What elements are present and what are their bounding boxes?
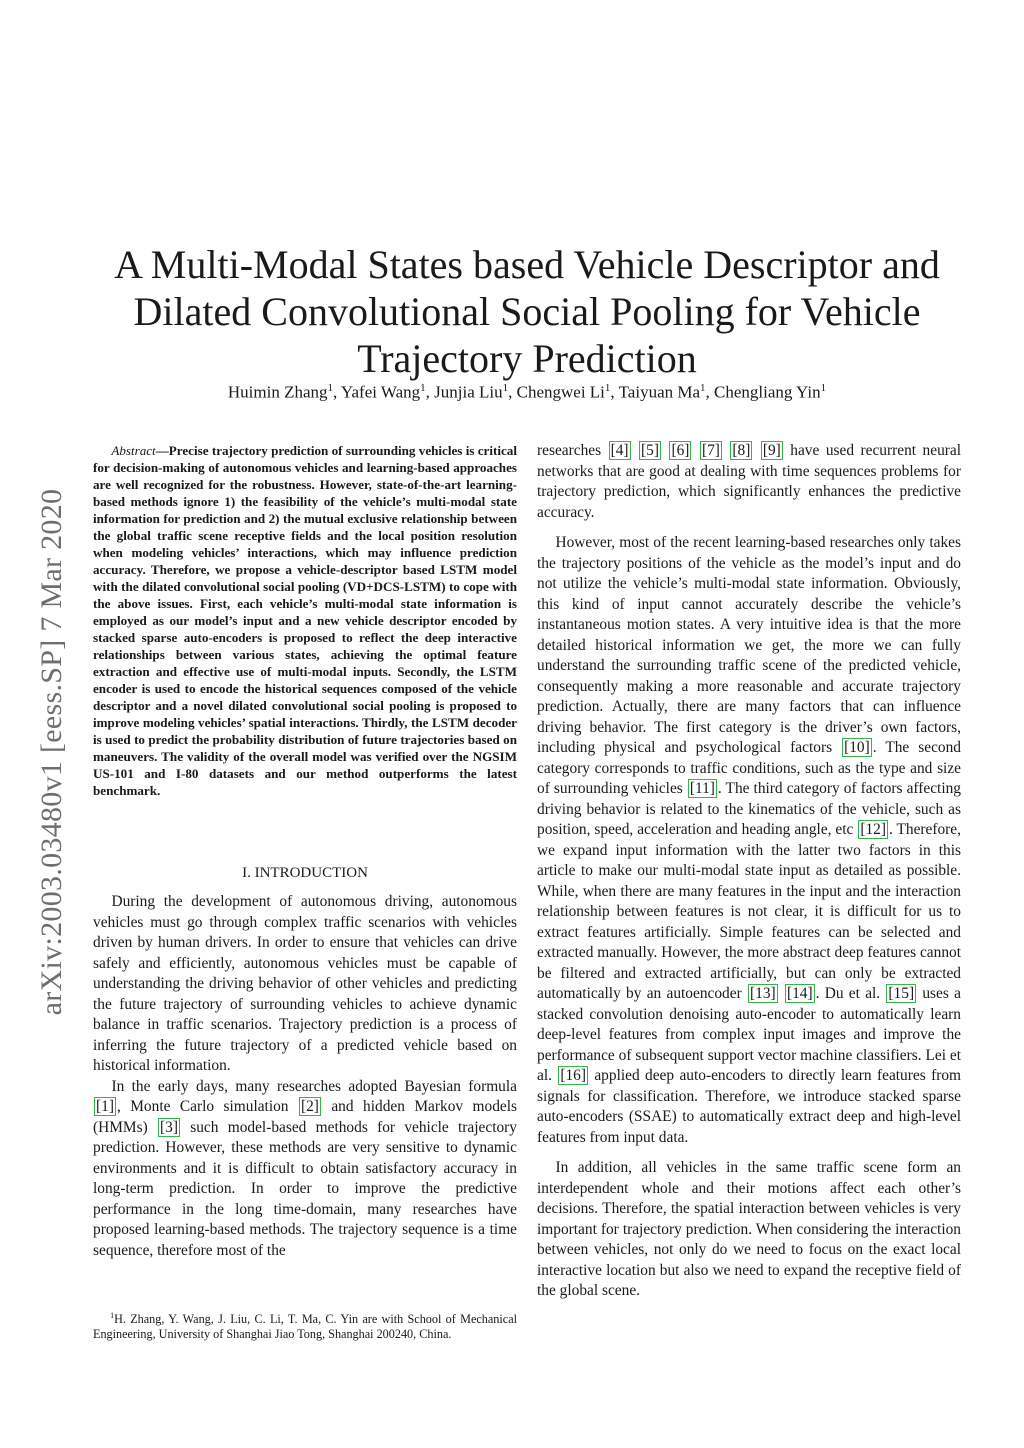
right-column-body — [537, 441, 961, 1302]
author-affiliation-mark: 1 — [502, 382, 509, 394]
citation-link[interactable]: [4] — [610, 442, 629, 459]
intro-paragraph-4: However, most of the recent learning-based researches only takes the trajectory positions of the vehicle as the model’s input and do not utilize the vehicle’s multi-modal state information. Obviously, this kind of input cannot accurately describe the vehicle’s instantaneous motion states. A very intuitive idea is that the more detailed historical information we get, the more we can fully understand the surrounding traffic scene of the predicted vehicle, consequently making a more reasonable and accurate trajectory prediction. Actually, there are many factors that can influence driving behavior. The first category is the driver’s own factors, including physical and psychological factors [10] . The second category corresponds to traffic conditions, such as the type and size of surrounding vehicles [11] . The third category of factors affecting driving behavior is related to the kinematics of the vehicle, such as position, speed, acceleration and heading angle, etc [12] . Therefore, we expand input information with the latter two factors in this article to make our multi-modal state input as detailed as possible. While, when there are many features in the input and the interaction relationship between features is not clear, it is difficult for us to extract features artificially. Simple features can be selected and extracted manually. However, the more abstract deep features cannot be filtered and extracted artificially, but can only be extracted automatically by an autoencoder [13] [14] . Du et al. [15] uses a stacked convolution denoising auto-encoder to automatically learn deep-level features from complex input images and improve the performance of subsequent support vector machine classifiers. Lei et al. [16] applied deep auto-encoders to directly learn features from signals for classification. Therefore, we introduce stacked sparse auto-encoders (SSAE) to automatically extract deep and high-level features from input data. — [537, 534, 961, 1146]
abstract-text: —Precise trajectory prediction of surrounding vehicles is critical for decision-making of autonomous vehicles and learning-based approaches are well recognized for the robustness. However, state-of-the-art learning-based methods ignore 1) the feasibility of the vehicle’s multi-modal state information for prediction and 2) the mutual exclusive relationship between the global traffic scene receptive fields and the local position resolution when modeling vehicles’ interactions, which may influence prediction accuracy. Therefore, we propose a vehicle-descriptor based LSTM model with the dilated convolutional social pooling (VD+DCS-LSTM) to cope with the above issues. First, each vehicle’s multi-modal state information is employed as our model’s input and a new vehicle descriptor encoded by stacked sparse auto-encoders is proposed to reflect the deep interactive relationships between various states, achieving the optimal feature extraction and effective use of multi-modal inputs. Secondly, the LSTM encoder is used to encode the historical sequences composed of the vehicle descriptor and a novel dilated convolutional social pooling is proposed to improve modeling vehicles’ spatial interactions. Thirdly, the LSTM decoder is used to predict the probability distribution of future trajectories based on maneuvers. The validity of the overall model was verified over the NGSIM US-101 and I-80 datasets and our method outperforms the latest benchmark. — [93, 443, 517, 798]
author-list: Huimin Zhang$^1$, Yafei Wang$^1$, Junjia Liu$^1$, Chengwei Li$^1$, Taiyuan Ma$^1$, Chengliang Yin$^1$ — [227, 382, 827, 402]
citation-link[interactable]: [12] — [860, 821, 886, 838]
author-name: Huimin Zhang — [227, 382, 328, 402]
citation-link[interactable]: [5] — [641, 442, 659, 459]
author-affiliation-mark: 1 — [420, 382, 426, 394]
author-affiliation-mark: 1 — [327, 382, 334, 394]
citation-link[interactable]: [7] — [701, 442, 720, 459]
intro-paragraph-2: In the early days, many researches adopted Bayesian formula [1] , Monte Carlo simulation [2] and hidden Markov models (HMMs) [3] such model-based methods for vehicle trajectory prediction. However, these methods are very sensitive to dynamic environments and it is difficult to obtain satisfactory accuracy in long-term prediction. In order to improve the predictive performance in the long time-domain, many researches have proposed learning-based methods. The trajectory sequence is a time sequence, therefore most of the — [93, 1077, 517, 1259]
citation-link[interactable]: [10] — [844, 739, 870, 756]
affiliation-footnote — [93, 1309, 517, 1342]
intro-paragraph-1: During the development of autonomous driving, autonomous vehicles must go through complex traffic scenarios with vehicles driven by human drivers. In order to ensure that vehicles can drive safely and efficiently, autonomous vehicles must be capable of understanding the driving behavior of other vehicles and predicting the future trajectory of surrounding vehicles to achieve dynamic balance in traffic scenarios. Trajectory prediction is a process of inferring the future trajectory of a predicted vehicle based on historical information. — [93, 893, 517, 1074]
author-name: Yafei Wang — [340, 382, 421, 402]
citation-link[interactable]: [2] — [300, 1098, 319, 1115]
intro-paragraph-5: In addition, all vehicles in the same traffic scene form an interdependent whole and their motions affect each other’s decisions. Therefore, the spatial interaction between vehicles is very important for trajectory prediction. When considering the interaction between vehicles, not only do we need to focus on the exact local interactive location but also we need to expand the receptive field of the global scene. — [537, 1159, 961, 1299]
citation-link[interactable]: [14] — [786, 985, 813, 1002]
author-name: Chengliang Yin — [714, 382, 821, 402]
author-affiliation-mark: 1 — [604, 382, 611, 394]
footnote-text: H. Zhang, Y. Wang, J. Liu, C. Li, T. Ma, C. Yin are with School of Mechanical Engineering, University of Shanghai Jiao Tong, Shanghai 200240, China. — [93, 1312, 517, 1341]
citation-link[interactable]: [15] — [888, 985, 915, 1002]
left-column-body — [93, 892, 517, 1261]
author-affiliation-mark: 1 — [700, 382, 706, 394]
citation-link[interactable]: [9] — [762, 442, 781, 459]
abstract-label: Abstract — [111, 443, 156, 458]
author-affiliation-mark: 1 — [820, 382, 827, 394]
section-heading-introduction: I. INTRODUCTION — [242, 865, 368, 881]
author-name: Taiyuan Ma — [618, 382, 701, 402]
arxiv-side-stamp: arXiv:2003.03480v1 [eess.SP] 7 Mar 2020 — [35, 488, 68, 1016]
citation-link[interactable]: [6] — [671, 442, 690, 459]
author-name: Junjia Liu — [434, 382, 503, 402]
citation-link[interactable]: [13] — [750, 985, 776, 1002]
citation-link[interactable]: [8] — [732, 442, 751, 459]
citation-link[interactable]: [16] — [560, 1067, 586, 1084]
footnote-mark: 1 — [110, 1311, 115, 1320]
intro-paragraph-3: researches [4] [5] [6] [7] [8] [9] have used recurrent neural networks that are good at dealing with time sequences problems for trajectory prediction, which significantly enhances the predictive accuracy. — [537, 442, 961, 521]
abstract — [93, 442, 517, 799]
citation-link[interactable]: [3] — [160, 1118, 178, 1136]
citation-link[interactable]: [11] — [689, 780, 715, 797]
paper-title: A Multi-Modal States based Vehicle Descriptor and Dilated Convolutional Social Pooling for Vehicle Trajectory Prediction — [114, 241, 940, 381]
author-name: Chengwei Li — [516, 382, 605, 402]
citation-link[interactable]: [1] — [96, 1098, 114, 1115]
